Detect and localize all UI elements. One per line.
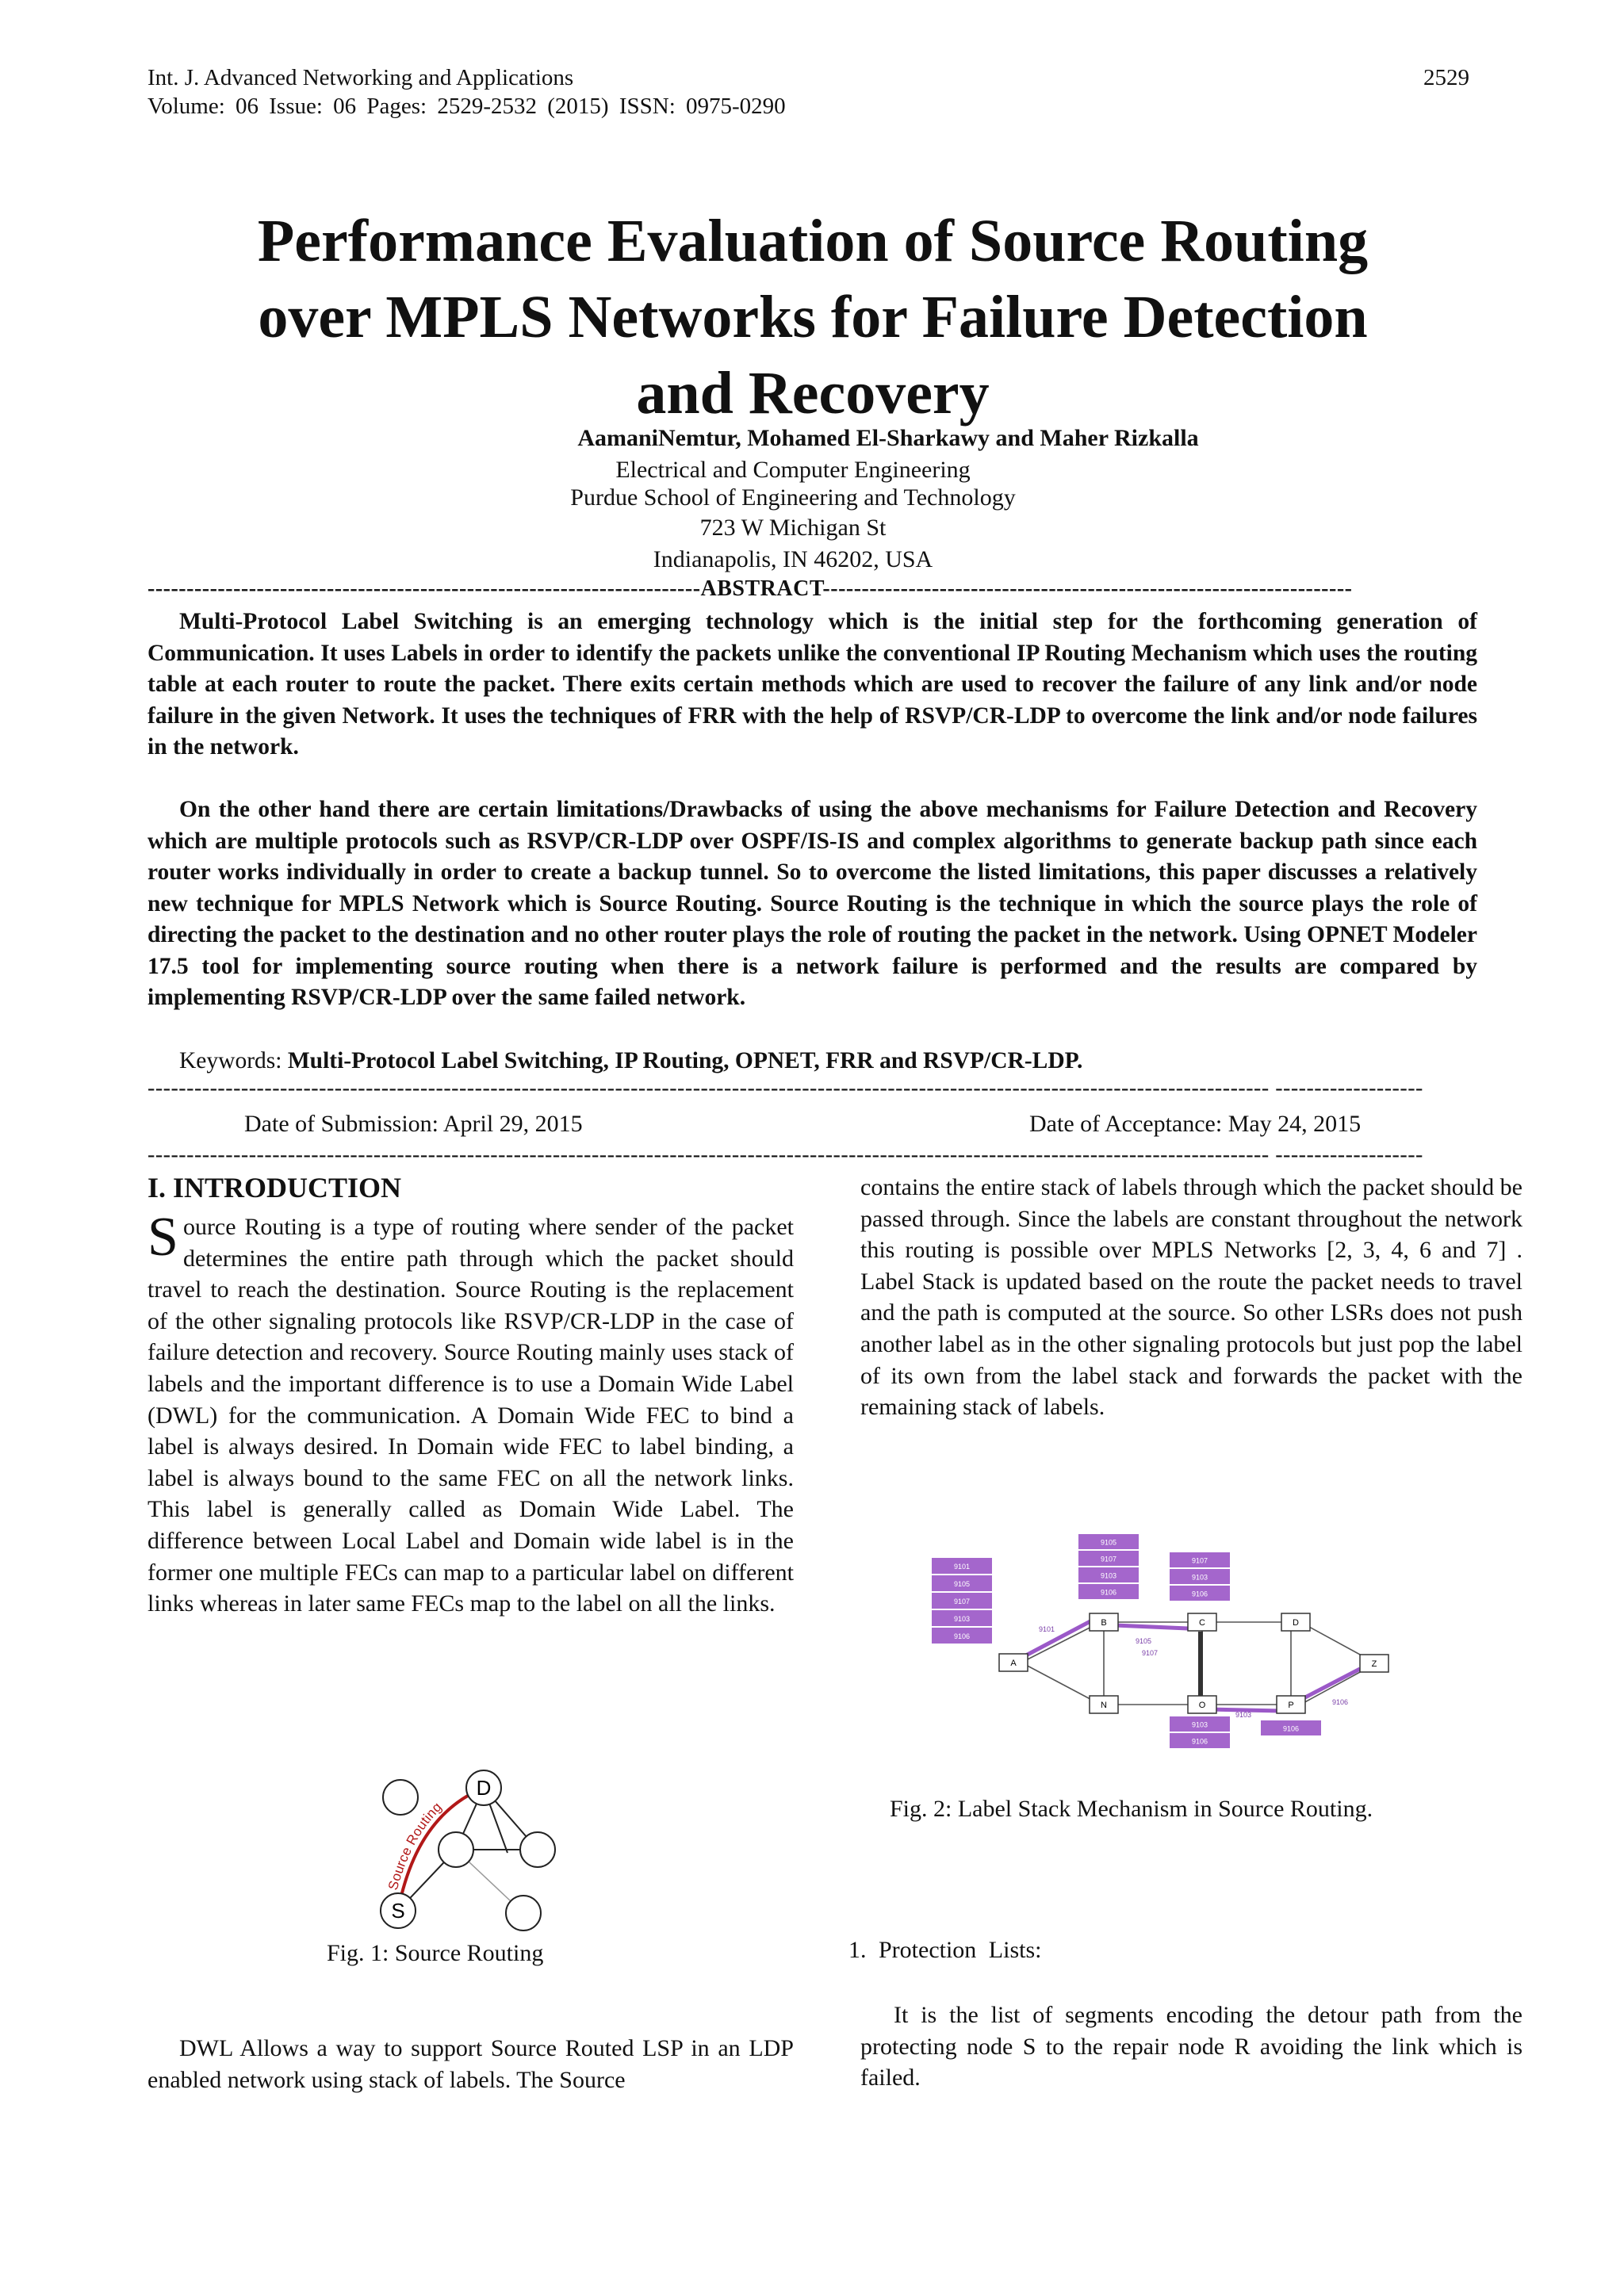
page-number: 2529	[1423, 65, 1469, 90]
network-nodes	[999, 1613, 1388, 1713]
label-stack-value: 9106	[1282, 1724, 1300, 1733]
label-stack-value: 9103	[1100, 1571, 1117, 1580]
router-node-label: A	[1010, 1659, 1017, 1668]
section-heading-introduction: I. INTRODUCTION	[147, 1172, 402, 1203]
node	[383, 1780, 418, 1815]
acceptance-date: Date of Acceptance: May 24, 2015	[1029, 1111, 1362, 1137]
figure-2-label-stack	[928, 1530, 1404, 1756]
label-stack-value: 9106	[953, 1632, 971, 1640]
router-node-label: N	[1101, 1701, 1107, 1710]
link-label: 9105	[1136, 1637, 1152, 1645]
list-item-protection-lists: 1. Protection Lists:	[848, 1937, 1042, 1963]
title-line-2: over MPLS Networks for Failure Detection	[258, 284, 1368, 350]
keywords-text: Multi-Protocol Label Switching, IP Routing, OPNET, FRR and RSVP/CR-LDP.	[287, 1048, 1083, 1073]
affiliation-school: Purdue School of Engineering and Technology	[570, 484, 1016, 511]
label-stack-value: 9107	[1100, 1555, 1117, 1563]
router-node-label: O	[1198, 1701, 1206, 1710]
router-node-label: B	[1101, 1618, 1107, 1628]
figure-1-source-routing	[365, 1756, 571, 1942]
affiliation-city: Indianapolis, IN 46202, USA	[653, 546, 933, 572]
affiliation-street: 723 W Michigan St	[699, 515, 887, 541]
label-stack-value: 9107	[953, 1598, 971, 1605]
node	[506, 1896, 541, 1931]
label-stacks	[932, 1534, 1321, 1748]
router-node-label: D	[1293, 1618, 1299, 1628]
right-column-paragraph-1: contains the entire stack of labels through which the packet should be passed through. Since the labels are constant throughout the network this routing is possible over MPLS Networks [2, 3, 4, 6 and 7] . Label Stack is updated based on the route the packet needs to travel and the path is computed at the source. So other LSRs does not push another label as in the other signaling protocols but just pop the label of its own from the label stack and forwards the packet with the remaining stack of labels.	[860, 1174, 1522, 1421]
intro-paragraph-2: DWL Allows a way to support Source Routed LSP in an LDP enabled network using stack of labels. The Source	[147, 2035, 794, 2093]
label-stack-value: 9106	[1191, 1590, 1208, 1598]
label-stack-value: 9103	[953, 1615, 971, 1623]
divider-bottom: ------------------------------------------------------------------------------------------------------------------------------------------------ -------------------	[147, 1142, 1423, 1167]
arc-label: Source Routing	[385, 1799, 445, 1892]
title-line-1: Performance Evaluation of Source Routing	[257, 208, 1369, 274]
drop-cap: S	[147, 1207, 178, 1268]
router-node-label: Z	[1371, 1659, 1377, 1669]
label-stack-value: 9106	[1100, 1588, 1117, 1597]
affiliation-dept: Electrical and Computer Engineering	[615, 457, 971, 483]
volume-line: Volume: 06 Issue: 06 Pages: 2529-2532 (2015) ISSN: 0975-0290	[147, 94, 786, 119]
title-line-3: and Recovery	[636, 360, 990, 427]
link-label: 9106	[1332, 1698, 1349, 1706]
intro-text: ource Routing is a type of routing where sender of the packet determines the entire path through which the packet should travel to reach the destination. Source Routing is the replacement of the other signaling protocols like RSVP/CR-LDP in the case of failure detection and recovery. Source Routing mainly uses stack of labels and the important difference is to use a Domain Wide Label (DWL) for the communication. A Domain Wide FEC to bind a label is always desired. In Domain wide FEC to label binding, a label is always bound to the same FEC on all the network links. This label is generally called as Domain Wide Label. The difference between Local Label and Domain wide label is in the former one multiple FECs can map to a particular label on different links whereas in later same FECs map to the label on all the links.	[147, 1214, 794, 1617]
abstract-paragraph-2: On the other hand there are certain limitations/Drawbacks of using the above mechanisms for Failure Detection and Recovery which are multiple protocols such as RSVP/CR-LDP over OSPF/IS-IS and complex algorithms to generate backup path since each router works individually in order to create a backup tunnel. So to overcome the listed limitations, this paper discusses a relatively new technique for MPLS Network which is Source Routing. Source Routing is the technique in which the source plays the role of directing the packet to the destination and no other router plays the role of routing the packet in the network. Using OPNET Modeler 17.5 tool for implementing source routing when there is a network failure is performed and the results are compared by implementing RSVP/CR-LDP over the same failed network.	[147, 797, 1477, 1010]
router-node-label: C	[1199, 1618, 1205, 1628]
router-node-label: P	[1288, 1701, 1294, 1710]
journal-name: Int. J. Advanced Networking and Applications	[147, 65, 574, 90]
figure-1-caption: Fig. 1: Source Routing	[327, 1940, 544, 1966]
divider-top: ------------------------------------------------------------------------------------------------------------------------------------------------ -------------------	[147, 1076, 1423, 1100]
authors: AamaniNemtur, Mohamed El-Sharkawy and Maher Rizkalla	[577, 425, 1199, 451]
link-label: 9103	[1235, 1711, 1252, 1719]
label-stack-value: 9105	[1100, 1538, 1117, 1547]
right-column-paragraph-2: It is the list of segments encoding the detour path from the protecting node S to the repair node R avoiding the link which is failed.	[860, 2002, 1522, 2091]
paper-title	[143, 203, 1483, 431]
abstract-heading: -----------------------------------------------------------------------ABSTRACT--------------------------------------------------------------------	[147, 576, 1353, 601]
abstract-paragraph-1: Multi-Protocol Label Switching is an emerging technology which is the initial step for the forthcoming generation of Communication. It uses Labels in order to identify the packets unlike the conventional IP Routing Mechanism which uses the routing table at each router to route the packet. There exits certain methods which are used to recover the failure of any link and/or node failure in the given Network. It uses the techniques of FRR with the help of RSVP/CR-LDP to overcome the link and/or node failures in the network.	[147, 609, 1477, 760]
keywords	[179, 1045, 1082, 1077]
label-stack-value: 9105	[953, 1580, 971, 1588]
link-label: 9107	[1142, 1649, 1159, 1657]
submission-date: Date of Submission: April 29, 2015	[244, 1111, 583, 1137]
label-stack-value: 9101	[953, 1563, 971, 1571]
keywords-label: Keywords:	[179, 1048, 282, 1073]
node-s-label: S	[391, 1899, 405, 1923]
abstract	[147, 607, 1477, 1014]
figure-2-caption: Fig. 2: Label Stack Mechanism in Source Routing.	[890, 1796, 1373, 1822]
label-stack-value: 9103	[1191, 1720, 1208, 1729]
node-d-label: D	[476, 1776, 492, 1800]
label-stack-value: 9106	[1191, 1737, 1208, 1746]
node	[439, 1832, 473, 1867]
node	[520, 1832, 555, 1867]
intro-paragraph-1	[147, 1207, 794, 1620]
label-stack-value: 9103	[1191, 1573, 1208, 1582]
label-stack-value: 9107	[1191, 1556, 1208, 1565]
link-label: 9101	[1039, 1625, 1055, 1633]
